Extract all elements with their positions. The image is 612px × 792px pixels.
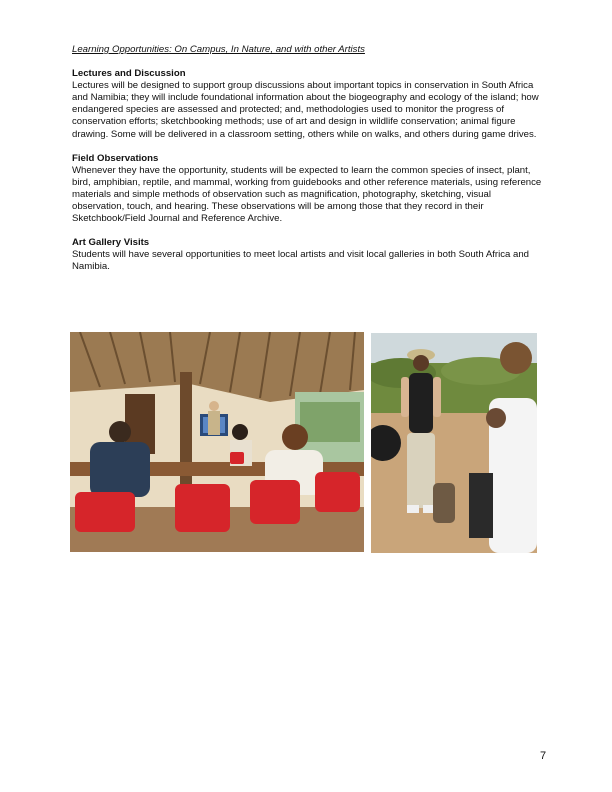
section-art-gallery xyxy=(72,237,544,273)
classroom-photo-image xyxy=(70,332,364,552)
section-heading: Learning Opportunities: On Campus, In Nature, and with other Artists xyxy=(72,44,365,55)
classroom-photo xyxy=(70,332,364,552)
page-content xyxy=(72,44,544,286)
section-body-lectures: Lectures will be designed to support group discussions about important topics in conservation in South Africa and Namibia; they will include foundational information about the biogeography and ecology of the island; how endangered species are assessed and protected; and, methodologies used to monitor the progress of conservation efforts; sketchbooking methods; use of art and design in wildlife conservation; animal figure drawing. Some will be delivered in a classroom setting, others while on walks, and others during game drives. xyxy=(72,80,539,140)
section-lectures xyxy=(72,68,544,141)
section-title-field-observations: Field Observations xyxy=(72,152,159,164)
section-body-field-observations: Whenever they have the opportunity, students will be expected to learn the common species of insect, plant, bird, amphibian, reptile, and mammal, working from guidebooks and other reference materials, using reference materials and simple methods of observation such as magnification, photography, sketching, visual observation, touch, and hearing. These observations will be among those that they record in their Sketchbook/Field Journal and Reference Archive. xyxy=(72,164,542,225)
section-title-art-gallery: Art Gallery Visits xyxy=(72,237,150,249)
section-title-lectures: Lectures and Discussion xyxy=(72,68,186,80)
section-field-observations xyxy=(72,153,544,226)
page-number: 7 xyxy=(540,750,547,762)
section-body-art-gallery: Students will have several opportunities to meet local artists and visit local galleries in both South Africa and Namibia. xyxy=(72,249,530,273)
field-photo xyxy=(371,333,537,553)
field-photo-image xyxy=(371,333,537,553)
